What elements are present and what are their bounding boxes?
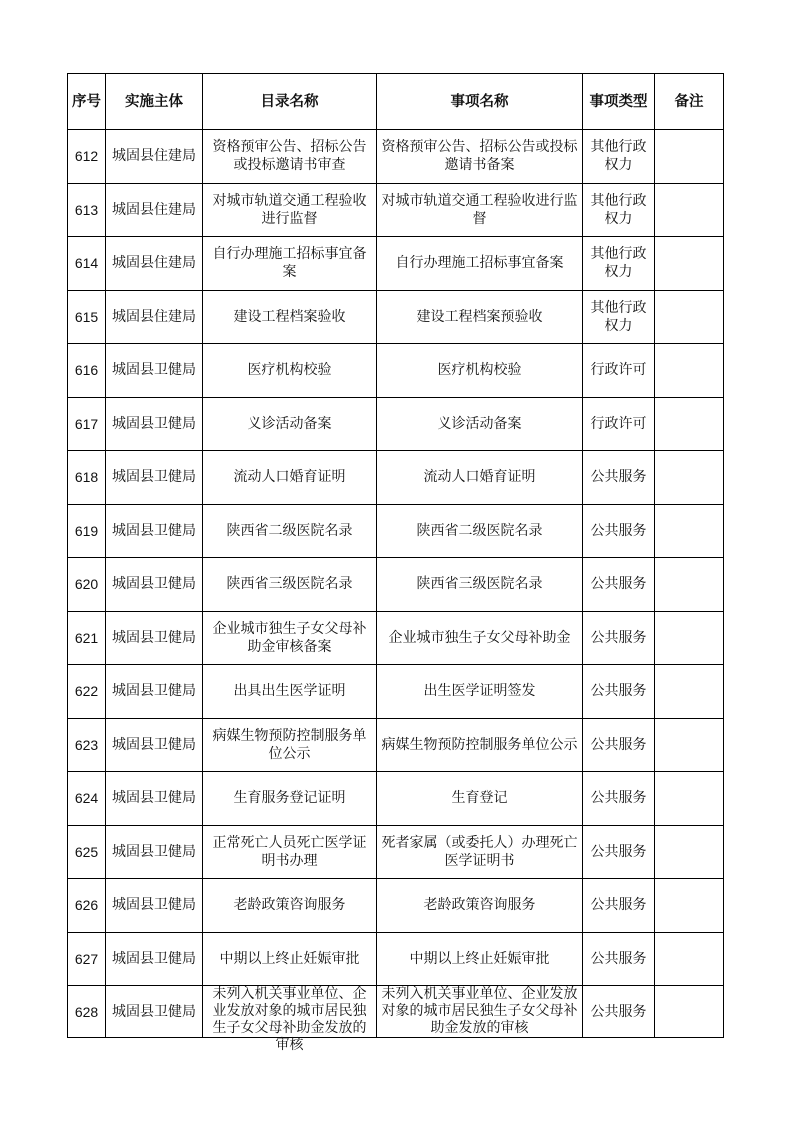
- cell-serial-number: 624: [68, 772, 106, 826]
- cell-implementing-body: 城固县住建局: [106, 183, 203, 237]
- cell-item-type: 其他行政权力: [583, 130, 655, 184]
- cell-catalog-name: 对城市轨道交通工程验收进行监督: [203, 183, 377, 237]
- cell-implementing-body: 城固县住建局: [106, 237, 203, 291]
- cell-catalog-name: 中期以上终止妊娠审批: [203, 932, 377, 986]
- cell-implementing-body: 城固县卫健局: [106, 344, 203, 398]
- cell-item-name-text: 未列入机关事业单位、企业发放对象的城市居民独生子女父母补助金发放的审核: [381, 986, 578, 1036]
- cell-catalog-name: 陕西省二级医院名录: [203, 504, 377, 558]
- cell-item-type: 公共服务: [583, 718, 655, 772]
- cell-serial-number: 628: [68, 986, 106, 1038]
- cell-implementing-body: 城固县卫健局: [106, 986, 203, 1038]
- cell-remarks: [655, 665, 724, 719]
- cell-serial-number: 619: [68, 504, 106, 558]
- cell-implementing-body: 城固县卫健局: [106, 504, 203, 558]
- cell-serial-number: 618: [68, 451, 106, 505]
- header-remarks: 备注: [655, 74, 724, 130]
- cell-item-name: 建设工程档案预验收: [377, 290, 583, 344]
- cell-catalog-name: 建设工程档案验收: [203, 290, 377, 344]
- cell-serial-number: 620: [68, 558, 106, 612]
- cell-implementing-body: 城固县卫健局: [106, 879, 203, 933]
- table-row: [68, 344, 724, 398]
- cell-catalog-name: 企业城市独生子女父母补助金审核备案: [203, 611, 377, 665]
- cell-remarks: [655, 611, 724, 665]
- cell-item-type: 公共服务: [583, 772, 655, 826]
- header-item-type: 事项类型: [583, 74, 655, 130]
- cell-implementing-body: 城固县卫健局: [106, 451, 203, 505]
- cell-remarks: [655, 772, 724, 826]
- cell-serial-number: 614: [68, 237, 106, 291]
- cell-catalog-name: 流动人口婚育证明: [203, 451, 377, 505]
- cell-item-name: 中期以上终止妊娠审批: [377, 932, 583, 986]
- header-item-name: 事项名称: [377, 74, 583, 130]
- cell-catalog-name: 出具出生医学证明: [203, 665, 377, 719]
- cell-item-type: 公共服务: [583, 558, 655, 612]
- cell-item-type: 公共服务: [583, 932, 655, 986]
- header-catalog-name: 目录名称: [203, 74, 377, 130]
- table-row: [68, 558, 724, 612]
- cell-implementing-body: 城固县卫健局: [106, 825, 203, 879]
- cell-item-name: 病媒生物预防控制服务单位公示: [377, 718, 583, 772]
- header-serial-number: 序号: [68, 74, 106, 130]
- table-row: [68, 451, 724, 505]
- table-body: [68, 130, 724, 1053]
- cell-remarks: [655, 290, 724, 344]
- table-row: [68, 130, 724, 184]
- cell-remarks: [655, 718, 724, 772]
- cell-catalog-name-text: 未列入机关事业单位、企业发放对象的城市居民独生子女父母补助金发放的审核: [212, 986, 367, 1053]
- cell-implementing-body: 城固县卫健局: [106, 397, 203, 451]
- cell-implementing-body: 城固县住建局: [106, 130, 203, 184]
- cell-catalog-name: 正常死亡人员死亡医学证明书办理: [203, 825, 377, 879]
- table-row: [68, 397, 724, 451]
- table-row: [68, 183, 724, 237]
- table-row: [68, 932, 724, 986]
- cell-item-type: 公共服务: [583, 879, 655, 933]
- cell-item-name: 陕西省三级医院名录: [377, 558, 583, 612]
- cell-implementing-body: 城固县卫健局: [106, 718, 203, 772]
- cell-item-type: 行政许可: [583, 397, 655, 451]
- cell-item-type: 公共服务: [583, 451, 655, 505]
- cell-serial-number: 625: [68, 825, 106, 879]
- cell-serial-number: 627: [68, 932, 106, 986]
- table-row: [68, 290, 724, 344]
- cell-item-type: 其他行政权力: [583, 183, 655, 237]
- cell-item-type: 公共服务: [583, 986, 655, 1038]
- cell-item-type: 公共服务: [583, 504, 655, 558]
- cell-item-type: 公共服务: [583, 611, 655, 665]
- table-header-row: [68, 74, 724, 130]
- cell-serial-number: 626: [68, 879, 106, 933]
- table-row: [68, 504, 724, 558]
- table-row: [68, 825, 724, 879]
- cell-implementing-body: 城固县卫健局: [106, 932, 203, 986]
- cell-remarks: [655, 397, 724, 451]
- cell-serial-number: 621: [68, 611, 106, 665]
- cell-catalog-name: 义诊活动备案: [203, 397, 377, 451]
- cell-remarks: [655, 986, 724, 1038]
- cell-catalog-name: 老龄政策咨询服务: [203, 879, 377, 933]
- cell-item-type: 公共服务: [583, 665, 655, 719]
- cell-remarks: [655, 504, 724, 558]
- matters-table: [67, 73, 724, 1053]
- cell-implementing-body: 城固县卫健局: [106, 558, 203, 612]
- cell-remarks: [655, 344, 724, 398]
- cell-serial-number: 623: [68, 718, 106, 772]
- table-row: [68, 879, 724, 933]
- cell-item-name: 陕西省二级医院名录: [377, 504, 583, 558]
- cell-serial-number: 617: [68, 397, 106, 451]
- cell-catalog-name: [203, 986, 377, 1053]
- cell-serial-number: 613: [68, 183, 106, 237]
- cell-catalog-name: 资格预审公告、招标公告或投标邀请书审查: [203, 130, 377, 184]
- table-row: [68, 237, 724, 291]
- cell-implementing-body: 城固县卫健局: [106, 665, 203, 719]
- cell-implementing-body: 城固县住建局: [106, 290, 203, 344]
- header-implementing-body: 实施主体: [106, 74, 203, 130]
- table-row: [68, 611, 724, 665]
- table-row: [68, 772, 724, 826]
- cell-item-name: 企业城市独生子女父母补助金: [377, 611, 583, 665]
- cell-serial-number: 615: [68, 290, 106, 344]
- cell-implementing-body: 城固县卫健局: [106, 772, 203, 826]
- cell-item-name: 义诊活动备案: [377, 397, 583, 451]
- cell-item-type: 公共服务: [583, 825, 655, 879]
- cell-item-name: 对城市轨道交通工程验收进行监督: [377, 183, 583, 237]
- cell-item-name: 医疗机构校验: [377, 344, 583, 398]
- cell-catalog-name: 自行办理施工招标事宜备案: [203, 237, 377, 291]
- cell-item-type: 其他行政权力: [583, 290, 655, 344]
- cell-item-name: 出生医学证明签发: [377, 665, 583, 719]
- table-row: [68, 986, 724, 1038]
- cell-item-type: 其他行政权力: [583, 237, 655, 291]
- cell-catalog-name: 病媒生物预防控制服务单位公示: [203, 718, 377, 772]
- cell-remarks: [655, 932, 724, 986]
- cell-remarks: [655, 451, 724, 505]
- cell-remarks: [655, 879, 724, 933]
- cell-serial-number: 616: [68, 344, 106, 398]
- cell-serial-number: 612: [68, 130, 106, 184]
- table-row: [68, 665, 724, 719]
- cell-item-name: 资格预审公告、招标公告或投标邀请书备案: [377, 130, 583, 184]
- cell-catalog-name: 生育服务登记证明: [203, 772, 377, 826]
- cell-item-type: 行政许可: [583, 344, 655, 398]
- cell-item-name: 自行办理施工招标事宜备案: [377, 237, 583, 291]
- cell-catalog-name: 医疗机构校验: [203, 344, 377, 398]
- cell-item-name: [377, 986, 583, 1038]
- document-sheet: [67, 73, 724, 1053]
- cell-remarks: [655, 130, 724, 184]
- cell-implementing-body: 城固县卫健局: [106, 611, 203, 665]
- cell-remarks: [655, 237, 724, 291]
- cell-remarks: [655, 183, 724, 237]
- table-row: [68, 718, 724, 772]
- cell-catalog-name: 陕西省三级医院名录: [203, 558, 377, 612]
- cell-item-name: 死者家属（或委托人）办理死亡医学证明书: [377, 825, 583, 879]
- cell-item-name: 老龄政策咨询服务: [377, 879, 583, 933]
- cell-item-name: 流动人口婚育证明: [377, 451, 583, 505]
- cell-remarks: [655, 558, 724, 612]
- cell-serial-number: 622: [68, 665, 106, 719]
- cell-item-name: 生育登记: [377, 772, 583, 826]
- cell-remarks: [655, 825, 724, 879]
